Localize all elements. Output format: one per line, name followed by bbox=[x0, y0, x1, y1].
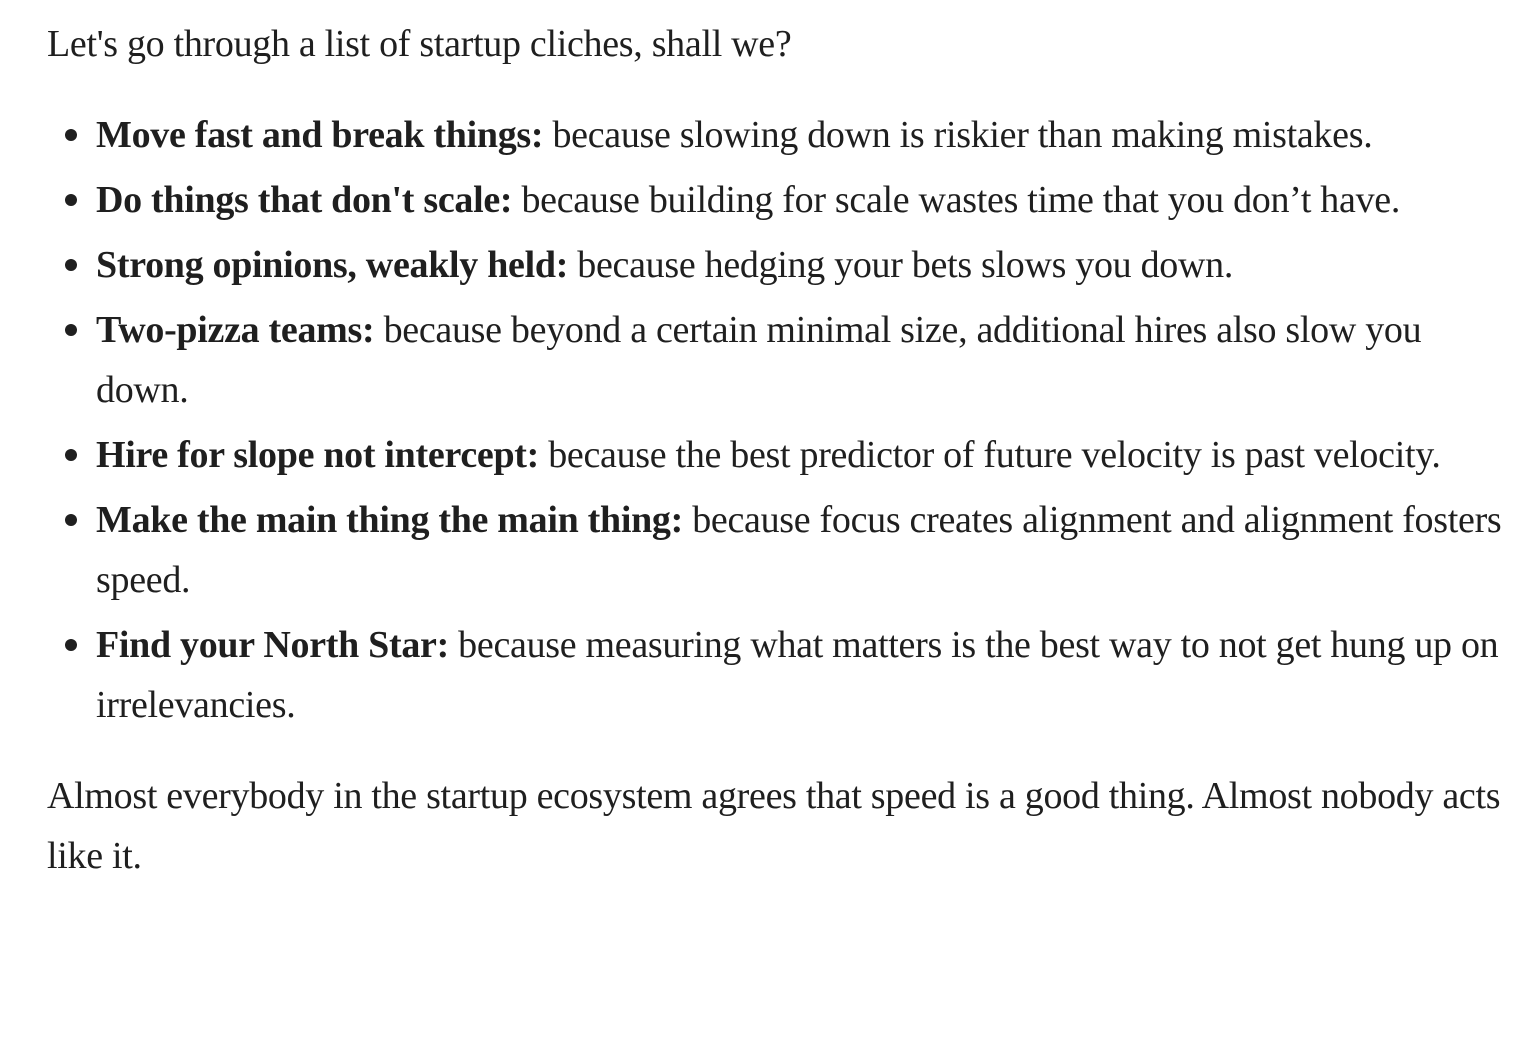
cliche-list bbox=[47, 105, 1519, 735]
cliche-explanation: because building for scale wastes time that you don’t have. bbox=[521, 179, 1401, 221]
article-body bbox=[47, 14, 1519, 886]
list-item-strong-opinions bbox=[96, 235, 1519, 295]
cliche-explanation: because beyond a certain minimal size, additional hires also slow you down. bbox=[96, 309, 1422, 411]
cliche-explanation: because focus creates alignment and alignment fosters speed. bbox=[96, 499, 1502, 601]
bullet-icon bbox=[65, 639, 77, 651]
list-item-main-thing bbox=[96, 490, 1519, 610]
list-item-north-star bbox=[96, 615, 1519, 735]
cliche-term: Do things that don't scale: bbox=[96, 179, 513, 221]
bullet-icon bbox=[65, 449, 77, 461]
cliche-term: Strong opinions, weakly held: bbox=[96, 244, 569, 286]
bullet-icon bbox=[65, 129, 77, 141]
cliche-term: Find your North Star: bbox=[96, 624, 449, 666]
cliche-explanation: because measuring what matters is the best way to not get hung up on irrelevancies. bbox=[96, 624, 1499, 726]
bullet-icon bbox=[65, 259, 77, 271]
cliche-term: Make the main thing the main thing: bbox=[96, 499, 683, 541]
list-item-dont-scale bbox=[96, 170, 1519, 230]
cliche-explanation: because hedging your bets slows you down. bbox=[577, 244, 1234, 286]
bullet-icon bbox=[65, 194, 77, 206]
list-item-move-fast bbox=[96, 105, 1519, 165]
list-item-hire-for-slope bbox=[96, 425, 1519, 485]
cliche-term: Two-pizza teams: bbox=[96, 309, 375, 351]
bullet-icon bbox=[65, 324, 77, 336]
cliche-term: Move fast and break things: bbox=[96, 114, 544, 156]
list-item-two-pizza bbox=[96, 300, 1519, 420]
cliche-term: Hire for slope not intercept: bbox=[96, 434, 539, 476]
cliche-explanation: because the best predictor of future velocity is past velocity. bbox=[548, 434, 1441, 476]
cliche-explanation: because slowing down is riskier than making mistakes. bbox=[552, 114, 1373, 156]
conclusion-paragraph: Almost everybody in the startup ecosystem agrees that speed is a good thing. Almost nobody acts like it. bbox=[47, 775, 1501, 877]
intro-paragraph: Let's go through a list of startup cliches, shall we? bbox=[47, 23, 792, 65]
bullet-icon bbox=[65, 514, 77, 526]
